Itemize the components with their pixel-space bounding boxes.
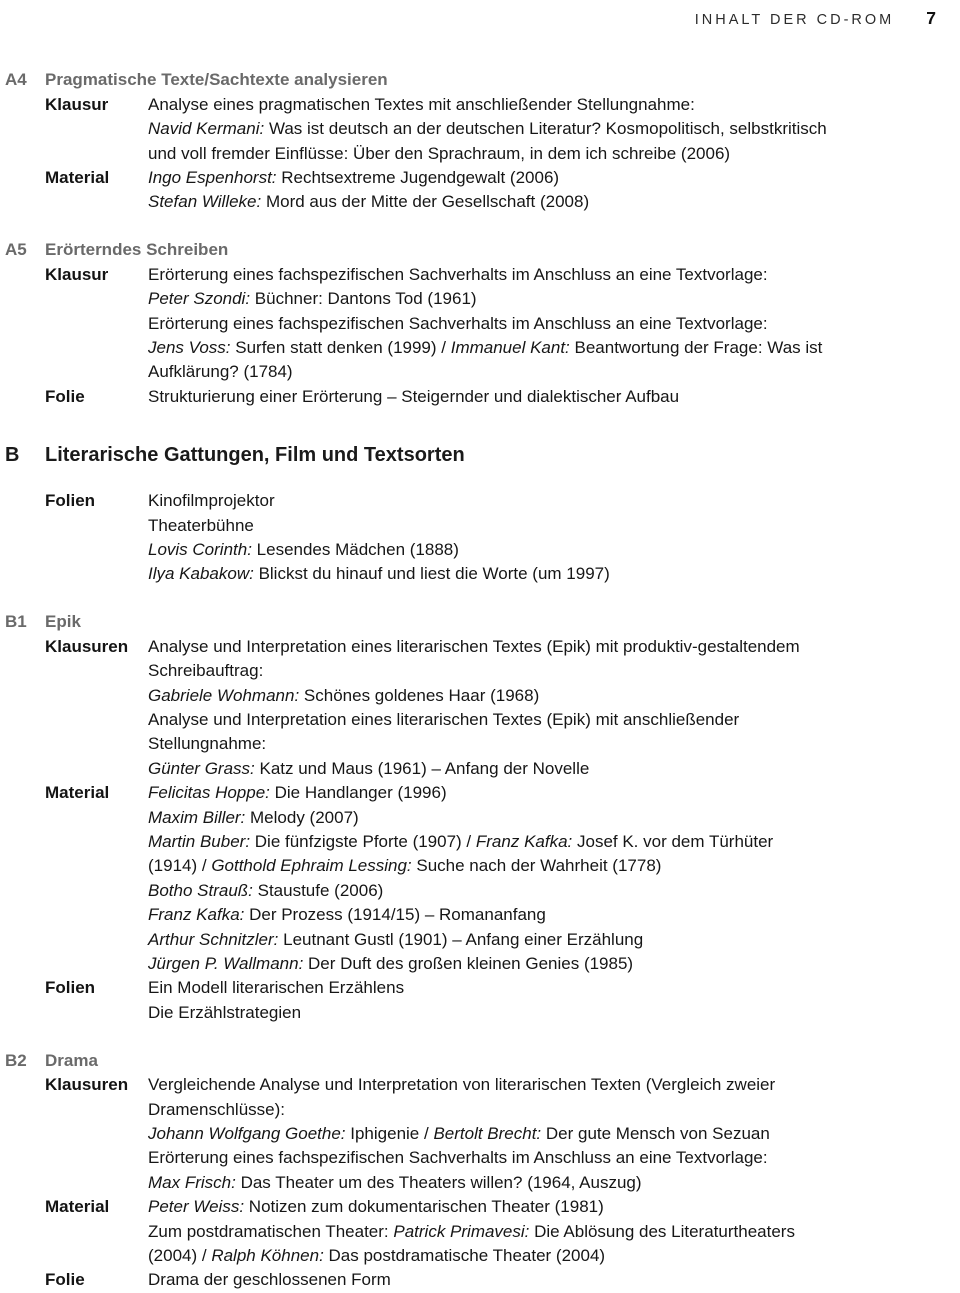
section-id: B2 bbox=[5, 1050, 27, 1070]
toc-line bbox=[148, 928, 938, 952]
toc-line bbox=[148, 854, 938, 878]
author-name: Günter Grass: bbox=[148, 758, 255, 778]
row-content bbox=[148, 93, 942, 166]
section-id: A5 bbox=[5, 240, 27, 260]
page-header bbox=[5, 6, 942, 32]
header-title: INHALT DER CD-ROM bbox=[694, 12, 895, 28]
toc-line bbox=[148, 385, 938, 409]
section-heading bbox=[5, 442, 942, 468]
text-run: Josef K. vor dem Türhüter bbox=[572, 831, 774, 851]
text-run: Analyse eines pragmatischen Textes mit anschließender Stellungnahme: bbox=[148, 94, 695, 114]
row-content bbox=[148, 976, 942, 1025]
section-title: Literarische Gattungen, Film und Textsorten bbox=[45, 444, 465, 467]
text-run: Erörterung eines fachspezifischen Sachverhalts im Anschluss an eine Textvorlage: bbox=[148, 1148, 768, 1168]
toc-line bbox=[148, 142, 938, 166]
toc-row bbox=[5, 976, 942, 1025]
author-name: Ralph Köhnen: bbox=[211, 1245, 324, 1265]
row-label: Folien bbox=[45, 978, 96, 998]
toc-line bbox=[148, 879, 938, 903]
text-run: Zum postdramatischen Theater: bbox=[148, 1221, 394, 1241]
toc-row bbox=[5, 385, 942, 409]
row-label: Klausuren bbox=[45, 636, 129, 656]
toc-line bbox=[148, 1073, 938, 1097]
toc-row bbox=[5, 489, 942, 587]
row-content bbox=[148, 489, 942, 587]
toc-line bbox=[148, 732, 938, 756]
text-run: Notizen zum dokumentarischen Theater (1981) bbox=[244, 1197, 604, 1217]
text-run: Büchner: Dantons Tod (1961) bbox=[250, 289, 477, 309]
toc-row bbox=[5, 93, 942, 166]
toc-line bbox=[148, 312, 938, 336]
author-name: Patrick Primavesi: bbox=[393, 1221, 530, 1241]
toc-line bbox=[148, 287, 938, 311]
text-run: Schreibauftrag: bbox=[148, 661, 264, 681]
page-number: 7 bbox=[926, 8, 936, 28]
toc-line bbox=[148, 684, 938, 708]
toc-line bbox=[148, 952, 938, 976]
text-run: Mord aus der Mitte der Gesellschaft (2008) bbox=[261, 192, 590, 212]
toc-section-b1 bbox=[5, 610, 942, 1025]
toc-line bbox=[148, 1171, 938, 1195]
text-run: Beantwortung der Frage: Was ist bbox=[569, 337, 823, 357]
text-run: Die fünfzigste Pforte (1907) / bbox=[250, 831, 476, 851]
toc-section-b2 bbox=[5, 1049, 942, 1293]
toc-line bbox=[148, 1122, 938, 1146]
text-run: Schönes goldenes Haar (1968) bbox=[299, 685, 540, 705]
toc-line bbox=[148, 489, 938, 513]
row-content bbox=[148, 1268, 942, 1292]
toc-line bbox=[148, 1098, 938, 1122]
author-name: Jürgen P. Wallmann: bbox=[148, 954, 304, 973]
author-name: Arthur Schnitzler: bbox=[148, 929, 279, 949]
text-run: Staustufe (2006) bbox=[252, 880, 384, 900]
toc-row bbox=[5, 166, 942, 215]
text-run: Das Theater um des Theaters willen? (1964, Auszug) bbox=[235, 1172, 642, 1192]
text-run: Rechtsextreme Jugendgewalt (2006) bbox=[276, 168, 560, 188]
author-name: Felicitas Hoppe: bbox=[148, 783, 270, 803]
section-title: Erörterndes Schreiben bbox=[45, 240, 229, 260]
row-label: Folie bbox=[45, 386, 85, 406]
toc-line bbox=[148, 1001, 938, 1025]
text-run: Leutnant Gustl (1901) – Anfang einer Erzählung bbox=[278, 929, 644, 949]
toc-row bbox=[5, 781, 942, 976]
toc-line bbox=[148, 635, 938, 659]
text-run: Der Prozess (1914/15) – Romananfang bbox=[244, 905, 546, 925]
toc-row bbox=[5, 1195, 942, 1268]
section-heading bbox=[5, 610, 942, 634]
text-run: Der Duft des großen kleinen Genies (1985) bbox=[303, 954, 634, 973]
toc-line bbox=[148, 336, 938, 360]
row-label: Klausur bbox=[45, 264, 109, 284]
section-id: B1 bbox=[5, 612, 27, 632]
row-content bbox=[148, 385, 942, 409]
author-name: Martin Buber: bbox=[148, 831, 251, 851]
author-name: Johann Wolfgang Goethe: bbox=[148, 1123, 346, 1143]
text-run: Drama der geschlossenen Form bbox=[148, 1270, 391, 1290]
row-label: Material bbox=[45, 168, 110, 188]
text-run: Erörterung eines fachspezifischen Sachverhalts im Anschluss an eine Textvorlage: bbox=[148, 313, 768, 333]
toc-line bbox=[148, 757, 938, 781]
text-run: Erörterung eines fachspezifischen Sachverhalts im Anschluss an eine Textvorlage: bbox=[148, 264, 768, 284]
text-run: Das postdramatische Theater (2004) bbox=[323, 1245, 606, 1265]
toc-line bbox=[148, 1146, 938, 1170]
text-run: Suche nach der Wahrheit (1778) bbox=[411, 856, 662, 876]
text-run: Lesendes Mädchen (1888) bbox=[251, 540, 459, 559]
toc-line bbox=[148, 514, 938, 538]
toc-line bbox=[148, 903, 938, 927]
author-name: Bertolt Brecht: bbox=[433, 1123, 542, 1143]
toc-content bbox=[5, 68, 942, 1292]
row-content bbox=[148, 166, 942, 215]
text-run: Strukturierung einer Erörterung – Steigernder und dialektischer Aufbau bbox=[148, 386, 680, 406]
author-name: Jens Voss: bbox=[148, 337, 231, 357]
author-name: Lovis Corinth: bbox=[148, 540, 252, 559]
row-label: Klausuren bbox=[45, 1075, 129, 1095]
text-run: Was ist deutsch an der deutschen Literatur? Kosmopolitisch, selbstkritisch bbox=[264, 119, 827, 139]
toc-line bbox=[148, 1220, 938, 1244]
text-run: Aufklärung? (1784) bbox=[148, 362, 293, 382]
text-run: Theaterbühne bbox=[148, 515, 254, 535]
text-run: Die Erzählstrategien bbox=[148, 1002, 302, 1022]
row-label: Material bbox=[45, 1197, 110, 1217]
author-name: Peter Szondi: bbox=[148, 289, 251, 309]
text-run: (2004) / bbox=[148, 1245, 212, 1265]
toc-row bbox=[5, 635, 942, 781]
text-run: Ein Modell literarischen Erzählens bbox=[148, 978, 405, 998]
author-name: Max Frisch: bbox=[148, 1172, 236, 1192]
author-name: Navid Kermani: bbox=[148, 119, 265, 139]
text-run: Surfen statt denken (1999) / bbox=[230, 337, 451, 357]
toc-line bbox=[148, 976, 938, 1000]
toc-line bbox=[148, 538, 938, 562]
row-label: Material bbox=[45, 783, 110, 803]
text-run: Blickst du hinauf und liest die Worte (um 1997) bbox=[253, 564, 610, 584]
section-id: B bbox=[5, 444, 20, 467]
toc-line bbox=[148, 659, 938, 683]
text-run: Iphigenie / bbox=[345, 1123, 434, 1143]
author-name: Ilya Kabakow: bbox=[148, 564, 254, 584]
text-run: Kinofilmprojektor bbox=[148, 491, 275, 511]
text-run: Katz und Maus (1961) – Anfang der Novelle bbox=[254, 758, 590, 778]
author-name: Botho Strauß: bbox=[148, 880, 253, 900]
row-content bbox=[148, 1073, 942, 1195]
author-name: Immanuel Kant: bbox=[450, 337, 570, 357]
row-label: Folien bbox=[45, 491, 96, 511]
text-run: Vergleichende Analyse und Interpretation von literarischen Texten (Vergleich zweier bbox=[148, 1075, 776, 1095]
text-run: und voll fremder Einflüsse: Über den Sprachraum, in dem ich schreibe (2006) bbox=[148, 143, 731, 163]
toc-line bbox=[148, 1244, 938, 1268]
text-run: Die Ablösung des Literaturtheaters bbox=[529, 1221, 795, 1241]
toc-line bbox=[148, 806, 938, 830]
toc-line bbox=[148, 1268, 938, 1292]
toc-row bbox=[5, 1268, 942, 1292]
text-run: Analyse und Interpretation eines literarischen Textes (Epik) mit produktiv-gestaltendem bbox=[148, 636, 800, 656]
toc-section-b bbox=[5, 442, 942, 587]
toc-line bbox=[148, 117, 938, 141]
author-name: Peter Weiss: bbox=[148, 1197, 245, 1217]
toc-section-a5 bbox=[5, 238, 942, 409]
toc-line bbox=[148, 562, 938, 586]
section-id: A4 bbox=[5, 70, 27, 90]
toc-line bbox=[148, 263, 938, 287]
author-name: Gabriele Wohmann: bbox=[148, 685, 300, 705]
text-run: Dramenschlüsse): bbox=[148, 1099, 285, 1119]
row-label: Folie bbox=[45, 1270, 85, 1290]
author-name: Ingo Espenhorst: bbox=[148, 168, 277, 188]
text-run: Melody (2007) bbox=[245, 807, 359, 827]
text-run: Analyse und Interpretation eines literarischen Textes (Epik) mit anschließender bbox=[148, 709, 740, 729]
row-content bbox=[148, 263, 942, 385]
row-content bbox=[148, 635, 942, 781]
toc-line bbox=[148, 190, 938, 214]
section-title: Drama bbox=[45, 1050, 98, 1070]
row-content bbox=[148, 781, 942, 976]
toc-line bbox=[148, 708, 938, 732]
author-name: Franz Kafka: bbox=[148, 905, 245, 925]
section-heading bbox=[5, 1049, 942, 1073]
toc-line bbox=[148, 781, 938, 805]
row-content bbox=[148, 1195, 942, 1268]
text-run: (1914) / bbox=[148, 856, 212, 876]
section-heading bbox=[5, 238, 942, 262]
toc-row bbox=[5, 263, 942, 385]
text-run: Die Handlanger (1996) bbox=[269, 783, 447, 803]
section-title: Epik bbox=[45, 612, 81, 632]
author-name: Franz Kafka: bbox=[475, 831, 573, 851]
toc-line bbox=[148, 1195, 938, 1219]
author-name: Gotthold Ephraim Lessing: bbox=[211, 856, 412, 876]
toc-line bbox=[148, 360, 938, 384]
toc-line bbox=[148, 166, 938, 190]
section-heading bbox=[5, 68, 942, 92]
text-run: Der gute Mensch von Sezuan bbox=[541, 1123, 770, 1143]
toc-line bbox=[148, 830, 938, 854]
author-name: Stefan Willeke: bbox=[148, 192, 262, 212]
section-title: Pragmatische Texte/Sachtexte analysieren bbox=[45, 70, 388, 90]
author-name: Maxim Biller: bbox=[148, 807, 246, 827]
row-label: Klausur bbox=[45, 94, 109, 114]
toc-section-a4 bbox=[5, 68, 942, 214]
toc-line bbox=[148, 93, 938, 117]
toc-row bbox=[5, 1073, 942, 1195]
text-run: Stellungnahme: bbox=[148, 734, 267, 754]
